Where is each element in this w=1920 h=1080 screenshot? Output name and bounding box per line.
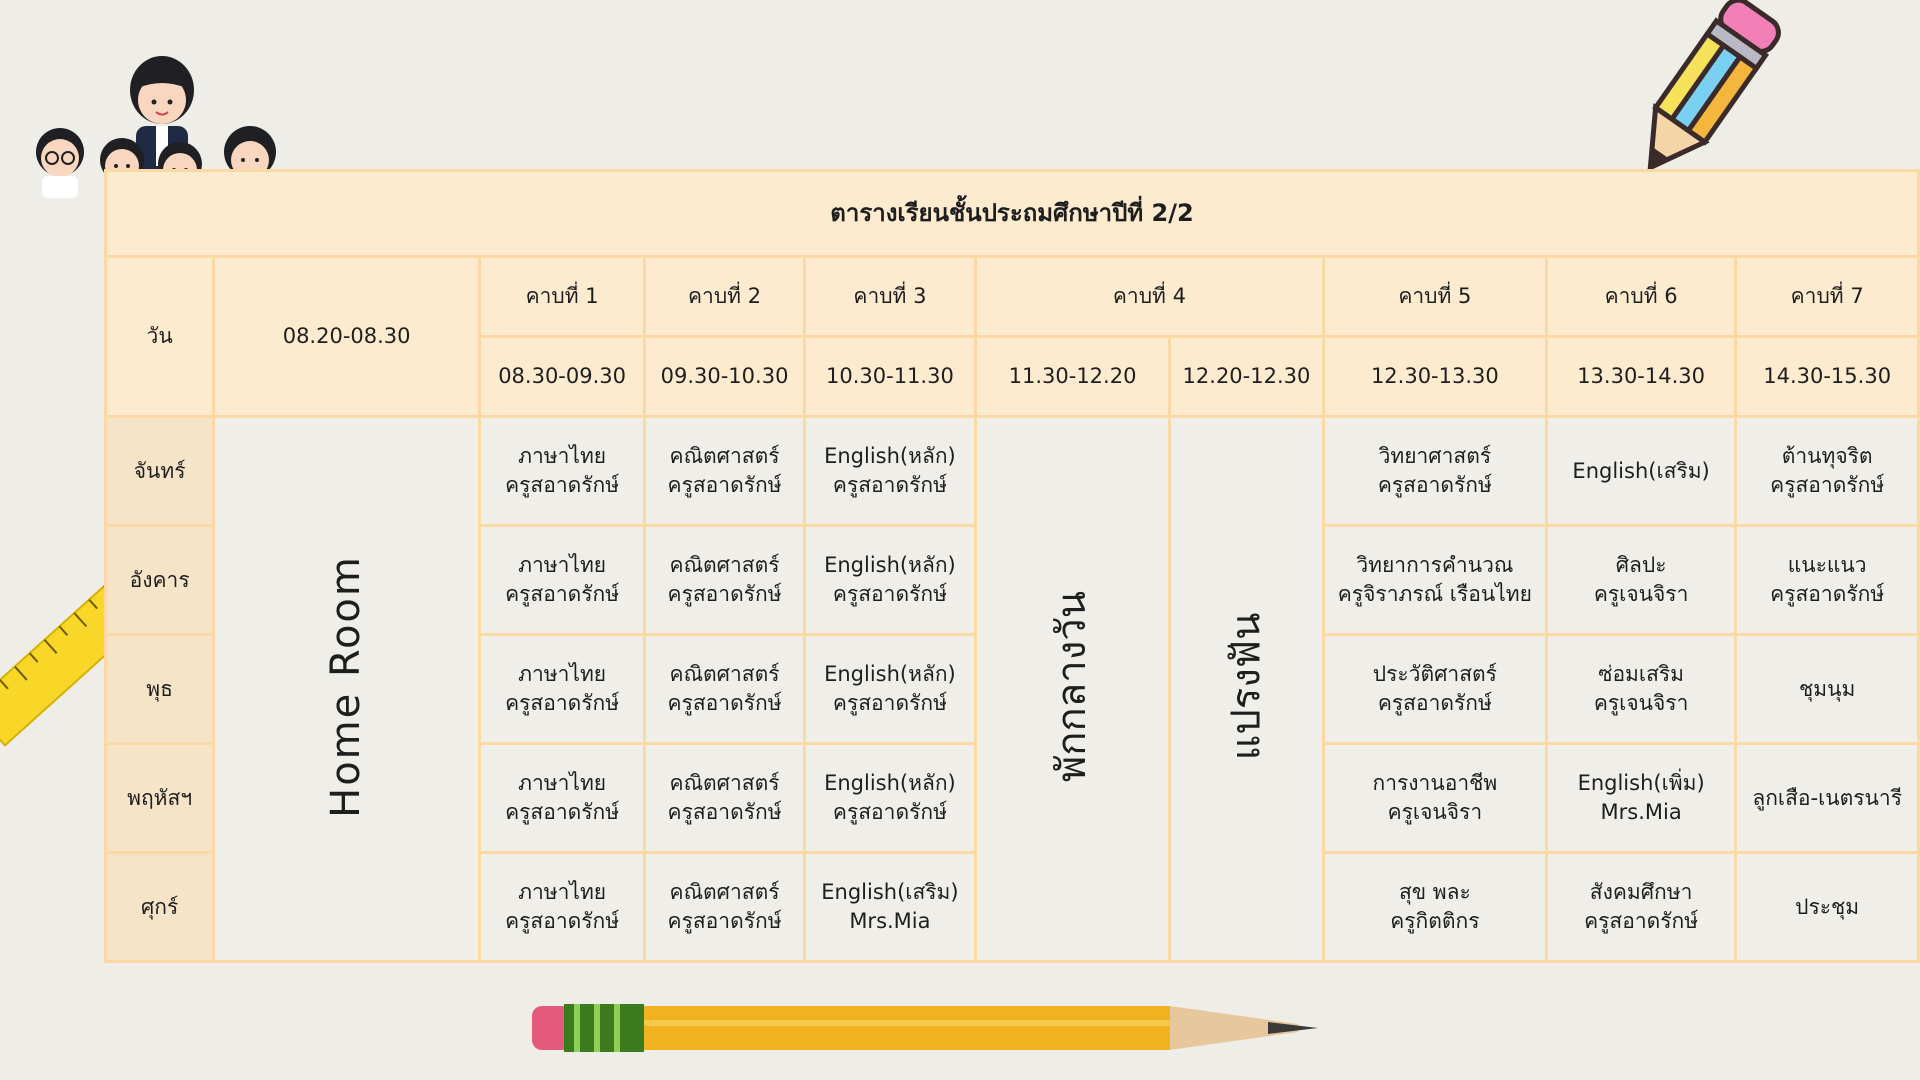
time-header: 10.30-11.30	[804, 337, 975, 417]
teacher-name: ครูสอาดรักษ์	[505, 800, 620, 824]
table-title: ตารางเรียนชั้นประถมศึกษาปีที่ 2/2	[106, 171, 1919, 257]
subject-name: ภาษาไทย	[518, 771, 607, 795]
teacher-name: ครูสอาดรักษ์	[667, 691, 782, 715]
subject-name: วิทยาการคำนวณ	[1356, 553, 1514, 577]
lunch-cell	[975, 417, 1169, 962]
teacher-name: ครูเจนจิรา	[1387, 800, 1483, 824]
subject-name: ต้านทุจริต	[1781, 444, 1873, 468]
subject-cell	[804, 853, 975, 962]
subject-name: ภาษาไทย	[518, 662, 607, 686]
day-cell: พุธ	[106, 635, 214, 744]
subject-name: ภาษาไทย	[518, 444, 607, 468]
subject-name: ลูกเสือ-เนตรนารี	[1752, 785, 1902, 810]
homeroom-label: Home Room	[323, 554, 370, 818]
time-header: 12.30-13.30	[1323, 337, 1546, 417]
subject-cell	[1736, 635, 1919, 744]
lunch-label: พักกลางวัน	[1049, 590, 1096, 782]
period-header: คาบที่ 4	[975, 257, 1323, 337]
subject-cell	[645, 744, 805, 853]
homeroom-cell	[214, 417, 480, 962]
subject-name: English(เพิ่ม)	[1577, 771, 1705, 795]
time-header: 12.20-12.30	[1170, 337, 1324, 417]
subject-name: สุข พละ	[1398, 880, 1471, 904]
teacher-name: Mrs.Mia	[849, 909, 931, 933]
teacher-name: ครูสอาดรักษ์	[667, 582, 782, 606]
subject-name: ภาษาไทย	[518, 553, 607, 577]
period-header: คาบที่ 7	[1736, 257, 1919, 337]
subject-cell	[1546, 744, 1735, 853]
teacher-name: ครูกิตติกร	[1390, 909, 1480, 933]
teacher-name: ครูสอาดรักษ์	[1584, 909, 1699, 933]
subject-cell	[804, 417, 975, 526]
subject-name: English(เสริม)	[1572, 458, 1710, 483]
time-header: 08.30-09.30	[480, 337, 645, 417]
subject-name: English(หลัก)	[824, 771, 956, 795]
time-header: 13.30-14.30	[1546, 337, 1735, 417]
subject-name: ซ่อมเสริม	[1598, 662, 1685, 686]
subject-cell	[1546, 526, 1735, 635]
subject-name: คณิตศาสตร์	[669, 771, 780, 795]
subject-name: วิทยาศาสตร์	[1378, 444, 1492, 468]
subject-cell	[480, 744, 645, 853]
subject-cell	[1546, 417, 1735, 526]
subject-name: ประวัติศาสตร์	[1372, 662, 1497, 686]
subject-cell	[645, 635, 805, 744]
subject-name: คณิตศาสตร์	[669, 553, 780, 577]
subject-cell	[1736, 853, 1919, 962]
subject-name: English(หลัก)	[824, 444, 956, 468]
subject-cell	[645, 417, 805, 526]
period-header: คาบที่ 1	[480, 257, 645, 337]
subject-cell	[1736, 526, 1919, 635]
day-cell: จันทร์	[106, 417, 214, 526]
teacher-name: ครูสอาดรักษ์	[1770, 582, 1885, 606]
subject-name: ศิลปะ	[1615, 553, 1667, 577]
subject-cell	[804, 744, 975, 853]
day-header: วัน	[106, 257, 214, 417]
teacher-name: ครูเจนจิรา	[1593, 582, 1689, 606]
subject-cell	[645, 853, 805, 962]
time-header: 11.30-12.20	[975, 337, 1169, 417]
teacher-name: ครูสอาดรักษ์	[1377, 473, 1492, 497]
teacher-name: ครูสอาดรักษ์	[505, 582, 620, 606]
teacher-name: ครูสอาดรักษ์	[667, 909, 782, 933]
teacher-name: ครูสอาดรักษ์	[505, 909, 620, 933]
subject-name: สังคมศึกษา	[1589, 880, 1693, 904]
subject-name: English(หลัก)	[824, 662, 956, 686]
teacher-name: ครูสอาดรักษ์	[1377, 691, 1492, 715]
pencil-bottom-icon	[528, 998, 1328, 1058]
teacher-name: ครูเจนจิรา	[1593, 691, 1689, 715]
teacher-name: ครูสอาดรักษ์	[667, 473, 782, 497]
subject-cell	[645, 526, 805, 635]
subject-name: แนะแนว	[1787, 553, 1867, 577]
pencil-icon	[1600, 0, 1790, 190]
subject-cell	[1323, 853, 1546, 962]
subject-cell	[1546, 635, 1735, 744]
period-header: คาบที่ 6	[1546, 257, 1735, 337]
subject-cell	[480, 853, 645, 962]
subject-cell	[1736, 744, 1919, 853]
subject-cell	[804, 526, 975, 635]
teacher-name: ครูสอาดรักษ์	[505, 691, 620, 715]
time-header: 09.30-10.30	[645, 337, 805, 417]
subject-cell	[1546, 853, 1735, 962]
period-header: คาบที่ 5	[1323, 257, 1546, 337]
subject-name: ประชุม	[1795, 894, 1860, 919]
day-cell: ศุกร์	[106, 853, 214, 962]
subject-cell	[480, 417, 645, 526]
subject-cell	[804, 635, 975, 744]
subject-name: ภาษาไทย	[518, 880, 607, 904]
table-row	[106, 417, 1919, 526]
teacher-name: ครูสอาดรักษ์	[832, 473, 947, 497]
subject-name: คณิตศาสตร์	[669, 444, 780, 468]
subject-name: ชุมนุม	[1799, 676, 1856, 701]
day-cell: พฤหัสฯ	[106, 744, 214, 853]
teacher-name: ครูสอาดรักษ์	[832, 691, 947, 715]
homeroom-time: 08.20-08.30	[214, 257, 480, 417]
timetable	[104, 169, 1920, 963]
teacher-name: ครูสอาดรักษ์	[667, 800, 782, 824]
subject-cell	[1323, 417, 1546, 526]
subject-cell	[480, 526, 645, 635]
teacher-name: ครูสอาดรักษ์	[505, 473, 620, 497]
teacher-name: ครูสอาดรักษ์	[1770, 473, 1885, 497]
subject-name: English(เสริม)	[821, 880, 959, 904]
teacher-name: ครูจิราภรณ์ เรือนไทย	[1337, 582, 1532, 606]
subject-cell	[1323, 635, 1546, 744]
teacher-name: ครูสอาดรักษ์	[832, 800, 947, 824]
subject-name: คณิตศาสตร์	[669, 662, 780, 686]
subject-cell	[1323, 526, 1546, 635]
subject-name: คณิตศาสตร์	[669, 880, 780, 904]
period-header: คาบที่ 3	[804, 257, 975, 337]
subject-name: English(หลัก)	[824, 553, 956, 577]
subject-cell	[1736, 417, 1919, 526]
subject-name: การงานอาชีพ	[1372, 771, 1498, 795]
time-header: 14.30-15.30	[1736, 337, 1919, 417]
teacher-name: Mrs.Mia	[1600, 800, 1682, 824]
period-header: คาบที่ 2	[645, 257, 805, 337]
teacher-name: ครูสอาดรักษ์	[832, 582, 947, 606]
subject-cell	[1323, 744, 1546, 853]
brushing-cell	[1170, 417, 1324, 962]
subject-cell	[480, 635, 645, 744]
brushing-label: แปรงฟัน	[1222, 612, 1269, 760]
day-cell: อังคาร	[106, 526, 214, 635]
